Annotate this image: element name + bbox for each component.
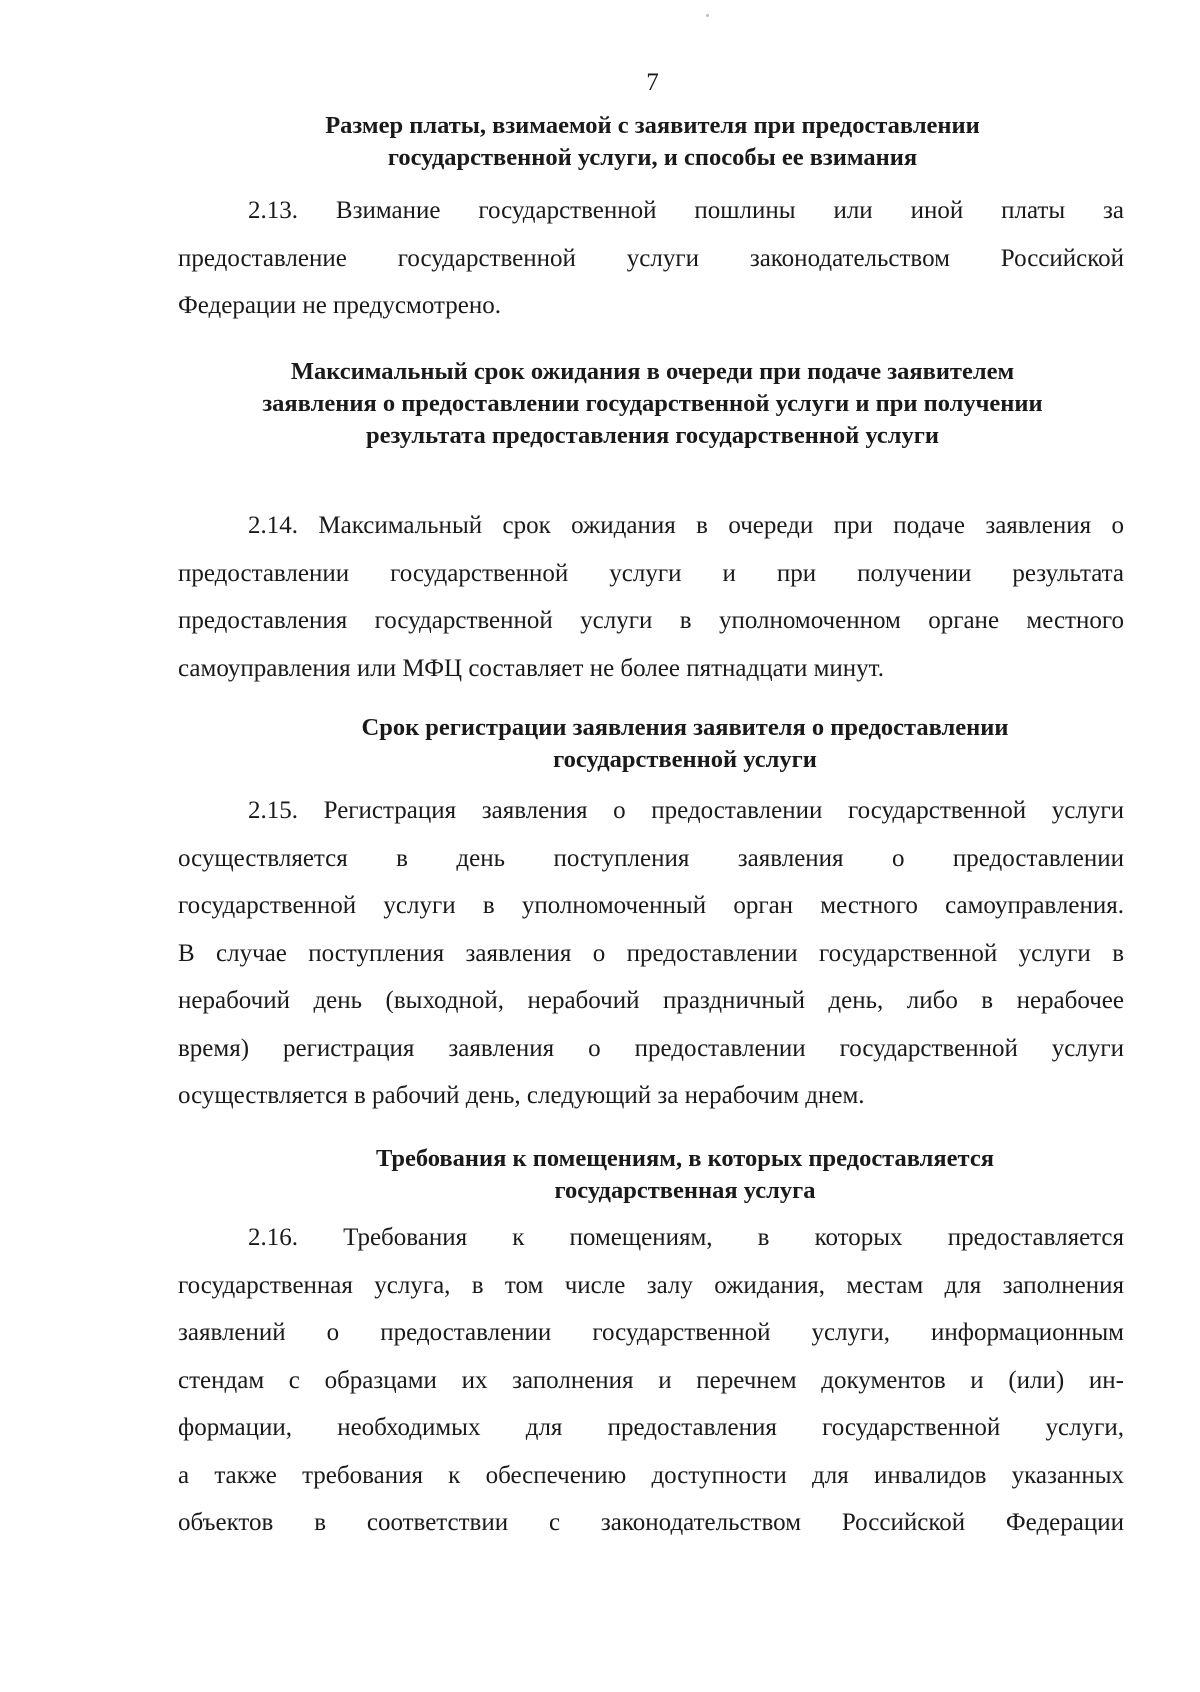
paragraph-line: формации, необходимых для предоставления государственной услуги, (178, 1414, 1124, 1441)
section-heading-registration (0, 712, 1200, 776)
section-heading-premises (0, 1143, 1200, 1207)
paragraph-line: самоуправления или МФЦ составляет не более пятнадцати минут. (178, 654, 884, 682)
heading-line: государственная услуга (554, 1177, 816, 1204)
scan-speck (706, 14, 709, 17)
paragraph-line: В случае поступления заявления о предоставлении государственной услуги в (178, 939, 1124, 967)
paragraph-line: осуществляется в рабочий день, следующий за нерабочим днем. (178, 1082, 865, 1109)
paragraph-line: 2.14. Максимальный срок ожидания в очереди при подаче заявления о (248, 512, 1124, 539)
paragraph-2-15 (178, 787, 1124, 1120)
paragraph-line: а также требования к обеспечению доступности для инвалидов указанных (178, 1461, 1124, 1489)
paragraph-line: Федерации не предусмотрено. (178, 292, 501, 319)
paragraph-line: предоставления государственной услуги в уполномоченном органе местного (178, 607, 1124, 634)
paragraph-line: нерабочий день (выходной, нерабочий праздничный день, либо в нерабочее (178, 987, 1124, 1014)
paragraph-line: предоставлении государственной услуги и при получении результата (178, 559, 1124, 587)
paragraph-line: объектов в соответствии с законодательством Российской Федерации (178, 1509, 1124, 1536)
paragraph-line: 2.15. Регистрация заявления о предоставлении государственной услуги (248, 797, 1124, 824)
heading-line: заявления о предоставлении государственной услуги и при получении (262, 390, 1043, 417)
paragraph-line: осуществляется в день поступления заявления о предоставлении (178, 844, 1124, 872)
section-heading-waiting-time (0, 356, 1200, 452)
paragraph-line: предоставление государственной услуги законодательством Российской (178, 244, 1124, 272)
paragraph-line: заявлений о предоставлении государственной услуги, информационным (178, 1319, 1124, 1346)
paragraph-2-13 (178, 187, 1124, 330)
paragraph-line: стендам с образцами их заполнения и перечнем документов и (или) ин- (178, 1366, 1124, 1394)
heading-line: Срок регистрации заявления заявителя о предоставлении (361, 714, 1009, 741)
paragraph-2-14 (178, 502, 1124, 692)
paragraph-line: государственная услуга, в том числе залу ожидания, местам для заполнения (178, 1271, 1124, 1299)
paragraph-2-16 (178, 1214, 1124, 1547)
page-number: 7 (646, 69, 659, 96)
heading-line: Требования к помещениям, в которых предоставляется (375, 1145, 995, 1172)
paragraph-line: 2.16. Требования к помещениям, в которых предоставляется (248, 1224, 1124, 1251)
paragraph-line: государственной услуги в уполномоченный орган местного самоуправления. (178, 892, 1124, 919)
heading-line: Максимальный срок ожидания в очереди при подаче заявителем (290, 358, 1015, 385)
paragraph-line: время) регистрация заявления о предоставлении государственной услуги (178, 1034, 1124, 1062)
heading-line: государственной услуги (553, 746, 817, 773)
heading-line: результата предоставления государственной услуги (365, 422, 940, 449)
heading-line: государственной услуги, и способы ее взимания (387, 144, 918, 171)
heading-line: Размер платы, взимаемой с заявителя при предоставлении (325, 112, 980, 139)
section-heading-payment (0, 110, 1200, 174)
paragraph-line: 2.13. Взимание государственной пошлины или иной платы за (248, 197, 1124, 224)
